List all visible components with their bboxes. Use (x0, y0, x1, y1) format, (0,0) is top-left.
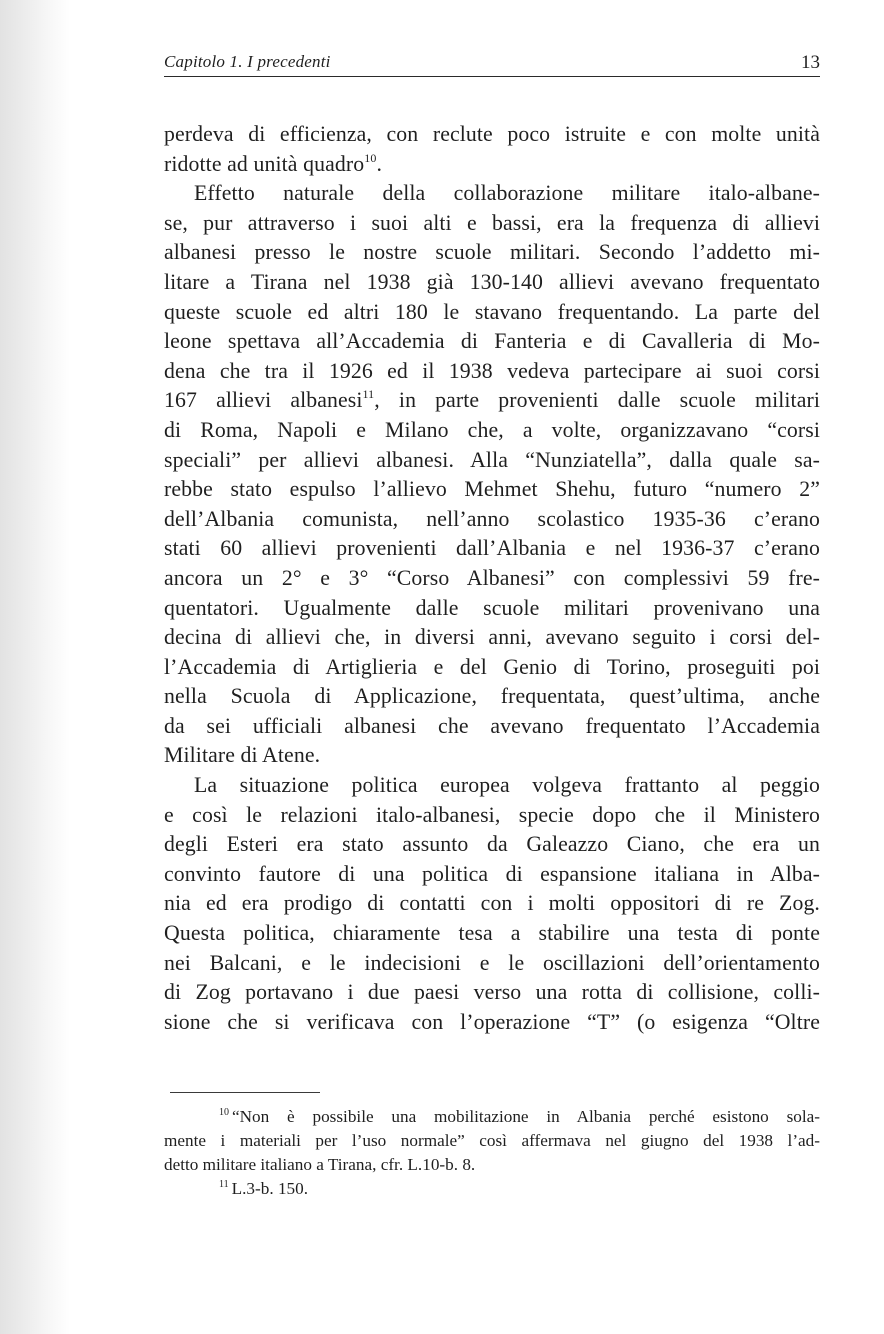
footnote-text: detto militare italiano a Tirana, cfr. L.10-b. 8. (164, 1155, 476, 1174)
text-line: rebbe stato espulso l’allievo Mehmet Shehu, futuro “numero 2” (164, 477, 820, 502)
text-line: perdeva di efficienza, con reclute poco istruite e con molte unità (164, 122, 820, 146)
text-line: leone spettava all’Accademia di Fanteria e di Cavalleria di Mo- (164, 329, 820, 354)
text-line: e così le relazioni italo-albanesi, specie dopo che il Ministero (164, 802, 820, 827)
footnote-ref-10[interactable]: 10 (364, 150, 377, 165)
footnote-11 (164, 1177, 820, 1201)
footnote-text: “Non è possibile una mobilitazione in Albania perché esistono sola- (232, 1107, 820, 1126)
text-fragment: 167 allievi albanesi (164, 388, 363, 413)
text-line: queste scuole ed altri 180 le stavano frequentando. La parte del (164, 299, 820, 324)
text-fragment: . (376, 151, 382, 176)
text-line: nia ed era prodigo di contatti con i molti oppositori di re Zog. (164, 891, 820, 916)
text-line: litare a Tirana nel 1938 già 130-140 allievi avevano frequentato (164, 269, 820, 294)
text-line: albanesi presso le nostre scuole militari. Secondo l’addetto mi- (164, 240, 820, 265)
text-line: nella Scuola di Applicazione, frequentata, quest’ultima, anche (164, 684, 820, 709)
page-header (164, 52, 820, 78)
text-line: degli Esteri era stato assunto da Galeazzo Ciano, che era un (164, 832, 820, 857)
footnote-10 (164, 1105, 820, 1129)
text-line: sione che si verificava con l’operazione “T” (o esigenza “Oltre (164, 1009, 820, 1034)
text-line (164, 386, 820, 416)
footnotes (164, 1105, 820, 1201)
text-line: convinto fautore di una politica di espansione italiana in Alba- (164, 861, 820, 886)
header-rule (164, 76, 820, 77)
page-number: 13 (801, 52, 820, 73)
text-line: da sei ufficiali albanesi che avevano frequentato l’Accademia (164, 713, 820, 738)
footnote-rule (170, 1092, 320, 1093)
text-line: Questa politica, chiaramente tesa a stabilire una testa di ponte (164, 921, 820, 946)
footnote-mark: 10 (219, 1107, 229, 1118)
text-line: stati 60 allievi provenienti dall’Albania e nel 1936-37 c’erano (164, 536, 820, 561)
text-line: decina di allievi che, in diversi anni, avevano seguito i corsi del- (164, 625, 820, 650)
text-line: quentatori. Ugualmente dalle scuole militari provenivano una (164, 595, 820, 620)
text-line: se, pur attraverso i suoi alti e bassi, era la frequenza di allievi (164, 210, 820, 235)
footnote-text: L.3-b. 150. (231, 1179, 309, 1198)
text-line: La situazione politica europea volgeva frattanto al peggio (194, 773, 820, 798)
text-line: di Zog portavano i due paesi verso una rotta di collisione, colli- (164, 980, 820, 1005)
text-fragment: ridotte ad unità quadro (164, 151, 365, 176)
page-gutter-shadow (0, 0, 70, 1334)
text-line: Militare di Atene. (164, 743, 321, 768)
text-line: nei Balcani, e le indecisioni e le oscillazioni dell’orientamento (164, 950, 820, 975)
body-text (164, 120, 820, 1037)
footnote-text: mente i materiali per l’uso normale” così affermava nel giugno del 1938 l’ad- (164, 1131, 820, 1150)
text-line: Effetto naturale della collaborazione militare italo-albane- (194, 181, 820, 206)
footnote-mark: 11 (219, 1179, 229, 1190)
text-line: dell’Albania comunista, nell’anno scolastico 1935-36 c’erano (164, 506, 820, 531)
text-line (164, 150, 820, 180)
text-line: speciali” per allievi albanesi. Alla “Nunziatella”, dalla quale sa- (164, 447, 820, 472)
text-fragment: , in parte provenienti dalle scuole militari (374, 388, 820, 413)
footnote-ref-11[interactable]: 11 (362, 387, 375, 402)
text-line: di Roma, Napoli e Milano che, a volte, organizzavano “corsi (164, 417, 820, 442)
text-line: dena che tra il 1926 ed il 1938 vedeva partecipare ai suoi corsi (164, 358, 820, 383)
running-head: Capitolo 1. I precedenti (164, 52, 331, 71)
text-line: l’Accademia di Artiglieria e del Genio di Torino, proseguiti poi (164, 654, 820, 679)
text-line: ancora un 2° e 3° “Corso Albanesi” con complessivi 59 fre- (164, 565, 820, 590)
